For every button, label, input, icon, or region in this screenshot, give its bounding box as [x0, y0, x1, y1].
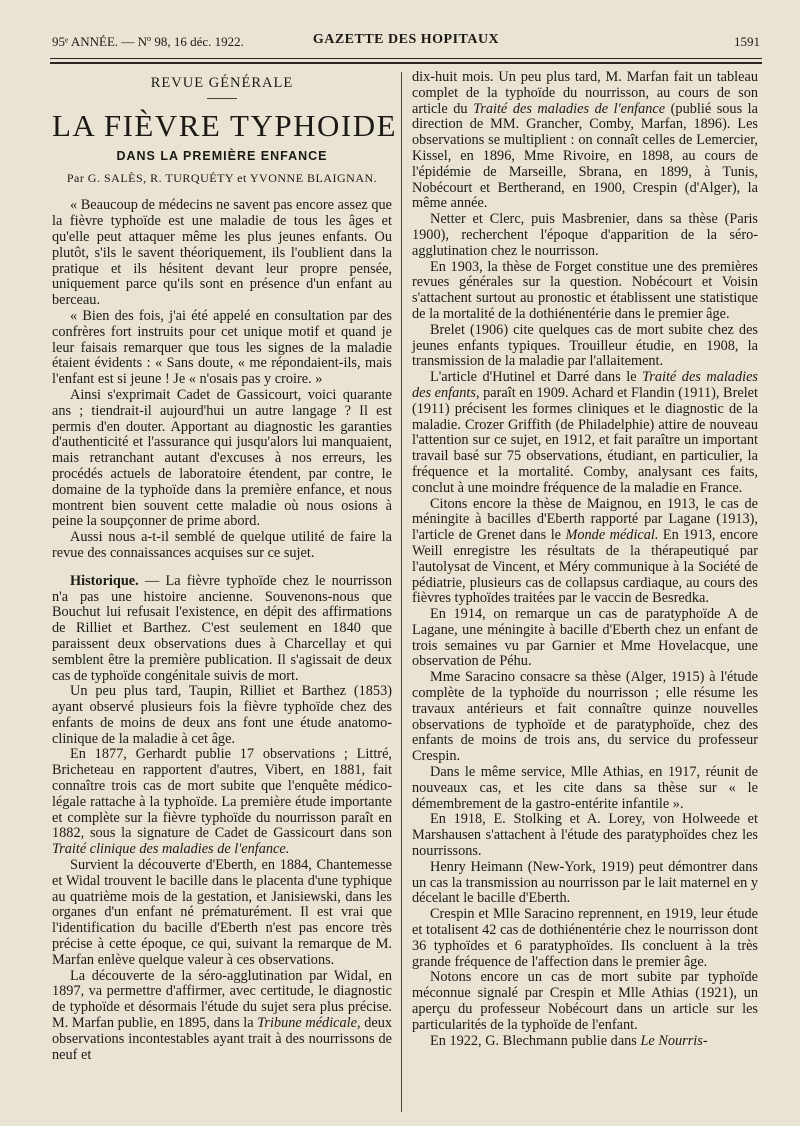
paragraph: « Bien des fois, j'ai été appelé en consultation par des confrères fort instruits pour cet unique motif et quand je leur faisais remarquer que tous les signes de la maladie étaient évidents : « Sans doute, « me répondaient-ils, mais l'enfant est si jeune ! Je « n'osais pas y croire. »	[52, 307, 392, 388]
paragraph: En 1903, la thèse de Forget constitue une des premières revues générales sur la question. Nobécourt et Voisin s'attachent surtout au pronostic et établissent une statistique de la mortalité de la dothiénentérie dans le premier âge.	[412, 258, 758, 322]
column-divider	[401, 72, 402, 1112]
italic-citation: Traité clinique des maladies de l'enfance.	[52, 841, 290, 858]
left-column	[52, 70, 398, 1063]
right-column	[412, 70, 758, 1049]
paragraph	[412, 497, 758, 608]
paragraph-text: Citons encore la thèse de Maignou, en 1913, le cas de méningite à bacilles d'Eberth rapporté par Lagane (1913), l'article de Grenet dans le	[412, 495, 758, 544]
italic-citation: Traité des maladies de l'enfance	[473, 100, 666, 117]
paragraph: En 1914, on remarque un cas de paratyphoïde A de Lagane, une méningite à bacille d'Eberth chez un enfant de trois semaines vu par Garnier et Mme Hovelacque, une observation de Péhu.	[412, 606, 758, 670]
paragraph: Survient la découverte d'Eberth, en 1884, Chantemesse et Widal trouvent le bacille dans le placenta d'une typhique au quatrième mois de la gestation, et Janisiewski, dans les organes d'un enfant né prématurément. Il est vrai que l'identification du bacille d'Eberth n'est pas encore très précise à cette époque, ce qui, suivant la remarque de M. Marfan enlève quelque valeur à ces observations.	[52, 857, 392, 968]
paragraph-text: En 1913, encore Weill enregistre les résultats de la thérapeutiqué par l'autolysat de Vincent, et Méry communique à la Société de pédiatrie, plusieurs cas de collapsus cardiaque, au cours des fièvres typhoïdes traitées par le vaccin de Besredka.	[412, 527, 758, 607]
article-authors: Par G. SALÈS, R. TURQUÉTY et YVONNE BLAIGNAN.	[66, 170, 378, 185]
italic-citation: Monde médical.	[565, 527, 659, 544]
article-title: LA FIÈVRE TYPHOIDE	[52, 107, 398, 143]
paragraph: Netter et Clerc, puis Masbrenier, dans sa thèse (Paris 1900), recherchent l'époque d'apparition de la séro-agglutination chez le nourrisson.	[412, 211, 758, 259]
paragraph-text: dix-huit mois. Un peu plus tard, M. Marfan fait un tableau complet de la typhoïde du nourrisson, au cours de son article du	[412, 69, 758, 117]
paragraph	[52, 969, 392, 1064]
paragraph: Mme Saracino consacre sa thèse (Alger, 1915) à l'étude complète de la typhoïde du nourrisson ; elle résume les travaux antérieurs et fait connaître quinze nouvelles observations de typhoïde et de paratyphoïde, chez des enfants de moins de trois ans, du service du professeur Crespin.	[412, 669, 758, 765]
paragraph: Un peu plus tard, Taupin, Rilliet et Barthez (1853) ayant observé plusieurs fois la fièvre typhoïde chez des enfants de moins de deux ans font une étude anatomo-clinique de la maladie à cet âge.	[52, 683, 392, 747]
header-rule-thick	[50, 62, 762, 64]
paragraph	[412, 1034, 758, 1050]
paragraph: Crespin et Mlle Saracino reprennent, en 1919, leur étude et totalisent 42 cas de dothiénentérie chez le nourrisson dont 36 typhoïdes et 6 paratyphoïdes. Ils concluent à la très grande fréquence de l'affection dans le premier âge.	[412, 906, 758, 970]
paragraph-text: , paraît en 1909. Achard et Flandin (1911), Brelet (1911) précisent les formes cliniques et le diagnostic de la maladie. Crozer Griffith (de Philadelphie) attire de nouveau l'attention sur ce sujet, en 1912, et fait paraître un important travail basé sur 75 observations, étudiant, en particulier, la fréquence et la mortalité. Comby, analysant ces faits, conclut à une moindre fréquence de la maladie en France.	[412, 384, 758, 496]
paragraph	[52, 574, 392, 685]
paragraph: En 1918, E. Stolking et A. Lorey, von Holweede et Marshausen s'attachent à l'étude des paratyphoïdes chez les nourrissons.	[412, 811, 758, 860]
paragraph	[52, 747, 392, 858]
paragraph: Ainsi s'exprimait Cadet de Gassicourt, voici quarante ans ; tiendrait-il aujourd'hui un autre langage ? Il est permis d'en douter. Apportant au diagnostic les garanties d'authenticité et l'assurance qui jusqu'alors lui manquaient, mais retranchant autant d'excuses à nos erreurs, les procédés actuels de laboratoire étendent, par contre, le domaine de la typhoïde dans la première enfance, et nous montrent bien souvent cette maladie où nous osions à peine la soupçonner de prime abord.	[52, 386, 392, 530]
paragraph: Henry Heimann (New-York, 1919) peut démontrer dans un cas la transmission au nourrisson par le lait maternel en y décelant le bacille d'Eberth.	[412, 858, 758, 907]
paragraph: Aussi nous a-t-il semblé de quelque utilité de faire la revue des connaissances acquises sur ce sujet.	[52, 529, 392, 561]
paragraph-text: (publié sous la direction de MM. Grancher, Comby, Marfan, 1896). Les observations se multiplient : on connaît celles de Lemercier, Kissel, en 1896, Mme Rivoire, en 1898, au cours de l'épidémie de Marseille, Sbrana, en 1899, à Tunis, Nobécourt et Bertherand, en 1900, Crespin (d'Alger), la même année.	[412, 100, 758, 212]
paragraph-text: , deux observations incontestables ayant trait à des nourrissons de neuf et	[52, 1015, 392, 1063]
paragraph	[412, 370, 758, 496]
paragraph: Notons encore un cas de mort subite par typhoïde méconnue signalé par Crespin et Mlle Athias (1921), un aperçu du professeur Nobécourt dans un article sur les particularités de la typhoïde de l'enfant.	[412, 969, 758, 1033]
italic-citation: Traité des maladies des enfants	[412, 369, 758, 401]
paragraph-text: L'article d'Hutinel et Darré dans le	[430, 369, 643, 386]
paragraph: Brelet (1906) cite quelques cas de mort subite chez des jeunes enfants typiques. Trouilleur étudie, en 1908, la transmission de la maladie par l'allaitement.	[412, 321, 758, 370]
section-heading: Historique.	[70, 572, 139, 589]
section-rubric: REVUE GÉNÉRALE	[150, 75, 294, 91]
issue-info: 95ᵉ ANNÉE. — Nº 98, 16 déc. 1922.	[52, 34, 244, 49]
page-number: 1591	[734, 34, 760, 49]
paragraph-text: En 1922, G. Blechmann publie dans	[430, 1032, 641, 1049]
paragraph-text: La découverte de la séro-agglutination par Widal, en 1897, va permettre d'affirmer, avec certitude, le diagnostic de typhoïde et désormais l'étude du sujet sera plus précise. M. Marfan publie, en 1895, dans la	[52, 967, 392, 1032]
italic-citation: Le Nourris-	[640, 1032, 708, 1049]
paragraph-text: En 1877, Gerhardt publie 17 observations ; Littré, Bricheteau en rapportent d'autres, Vibert, en 1881, fait connaître trois cas de mort subite que l'enquête médico-légale rattache à la typhoïde. La première étude importante et complète sur la fièvre typhoïde du nourrisson paraît en 1882, sous la signature de Cadet de Gassicourt dans son	[52, 746, 392, 842]
page-header	[52, 32, 760, 52]
paragraph: Dans le même service, Mlle Athias, en 1917, réunit de nouveaux cas, et les cite dans sa thèse sur « le démembrement de la gastro-entérite infantile ».	[412, 764, 758, 812]
rubric-rule	[207, 98, 237, 99]
article-subtitle: DANS LA PREMIÈRE ENFANCE	[116, 148, 328, 163]
italic-citation: Tribune médicale	[257, 1015, 357, 1032]
journal-title: GAZETTE DES HOPITAUX	[312, 32, 500, 47]
paragraph: « Beaucoup de médecins ne savent pas encore assez que la fièvre typhoïde est une maladie de tous les âges et qu'elle peut attaquer même les plus jeunes enfants. Ou plutôt, s'ils le savent théoriquement, ils l'oublient dans la pratique et ils hésitent devant leur propre pensée, uniquement parce qu'ils sont en présence d'un enfant au berceau.	[52, 197, 392, 309]
paragraph-text: — La fièvre typhoïde chez le nourrisson n'a pas une histoire ancienne. Souvenons-nous que Bouchut lui refusait l'existence, en dépit des affirmations de Rilliet et Barthez. C'est seulement en 1840 que paraissent deux observations dues à Charcellay et qui semblent être la première publication. Il s'agissait de deux cas de typhoïde congénitale suivis de mort.	[52, 572, 392, 684]
paragraph	[412, 70, 758, 212]
header-rule-thin	[50, 58, 762, 59]
